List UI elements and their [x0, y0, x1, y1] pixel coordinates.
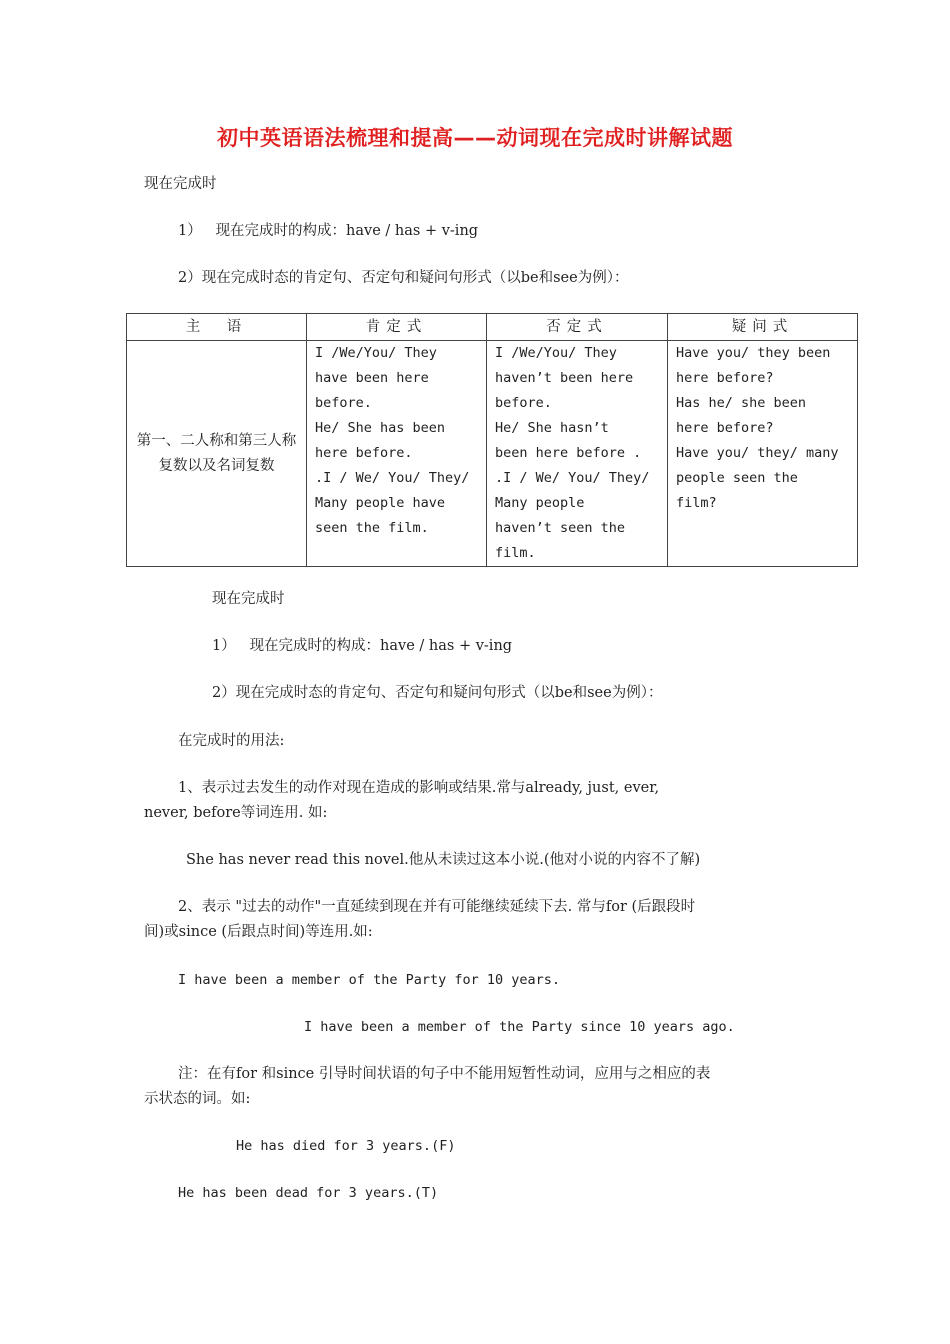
section2-item1-text: 现在完成时的构成：have / has + v-ing: [249, 638, 513, 654]
usage-point2-line1: 2、表示 "过去的动作"一直延续到现在并有可能继续延续下去. 常与for (后跟段时: [178, 899, 696, 915]
section1-heading: 现在完成时: [144, 176, 217, 192]
conjugation-table: [126, 313, 858, 567]
section2-item1-label: 1）: [212, 638, 236, 654]
cell-subject: 第一、二人称和第三人称复数以及名词复数: [127, 341, 307, 567]
usage-note-line2: 示状态的词。如:: [144, 1091, 251, 1107]
usage-example1: She has never read this novel.他从未读过这本小说.(他对小说的内容不了解): [186, 852, 701, 868]
usage-point1-line1: 1、表示过去发生的动作对现在造成的影响或结果.常与already, just, ever,: [178, 780, 660, 796]
section1-item1-label: 1）: [178, 223, 202, 239]
section2-item2: 2）现在完成时态的肯定句、否定句和疑问句形式（以be和see为例）：: [212, 685, 663, 701]
document-title: 初中英语语法梳理和提高——动词现在完成时讲解试题: [217, 126, 733, 150]
cell-question: Have you/ they been here before? Has he/ she been here before? Have you/ they/ many people seen the film?: [668, 341, 858, 567]
section2-item1: [212, 634, 512, 659]
header-affirmative: 肯定式: [307, 314, 487, 341]
cell-negative: I /We/You/ They haven’t been here before. He/ She hasn’t been here before . .I / We/ You/ They/ Many people haven’t seen the film.: [487, 341, 668, 567]
section1-item1-text: 现在完成时的构成：have / has + v-ing: [215, 223, 479, 239]
usage-point1-line2: never, before等词连用. 如:: [144, 805, 328, 821]
cell-affirmative: I /We/You/ They have been here before. He/ She has been here before. .I / We/ You/ They/ Many people have seen the film.: [307, 341, 487, 567]
section1-item2: 2）现在完成时态的肯定句、否定句和疑问句形式（以be和see为例）：: [178, 270, 629, 286]
section1-item1: [178, 219, 478, 244]
usage-example5: He has been dead for 3 years.(T): [178, 1185, 439, 1201]
table-row: [127, 341, 858, 567]
usage-note-line1: 注：在有for 和since 引导时间状语的句子中不能用短暂性动词，应用与之相应的表: [178, 1066, 711, 1082]
usage-example2: I have been a member of the Party for 10 years.: [178, 972, 561, 988]
usage-heading: 在完成时的用法:: [178, 733, 285, 749]
table-header-row: [127, 314, 858, 341]
usage-point2-line2: 间)或since (后跟点时间)等连用.如:: [144, 924, 373, 940]
header-negative: 否定式: [487, 314, 668, 341]
header-question: 疑问式: [668, 314, 858, 341]
usage-example4: He has died for 3 years.(F): [236, 1138, 456, 1154]
header-subject: 主 语: [127, 314, 307, 341]
usage-example3: I have been a member of the Party since 10 years ago.: [304, 1019, 735, 1035]
section2-heading: 现在完成时: [212, 591, 285, 607]
